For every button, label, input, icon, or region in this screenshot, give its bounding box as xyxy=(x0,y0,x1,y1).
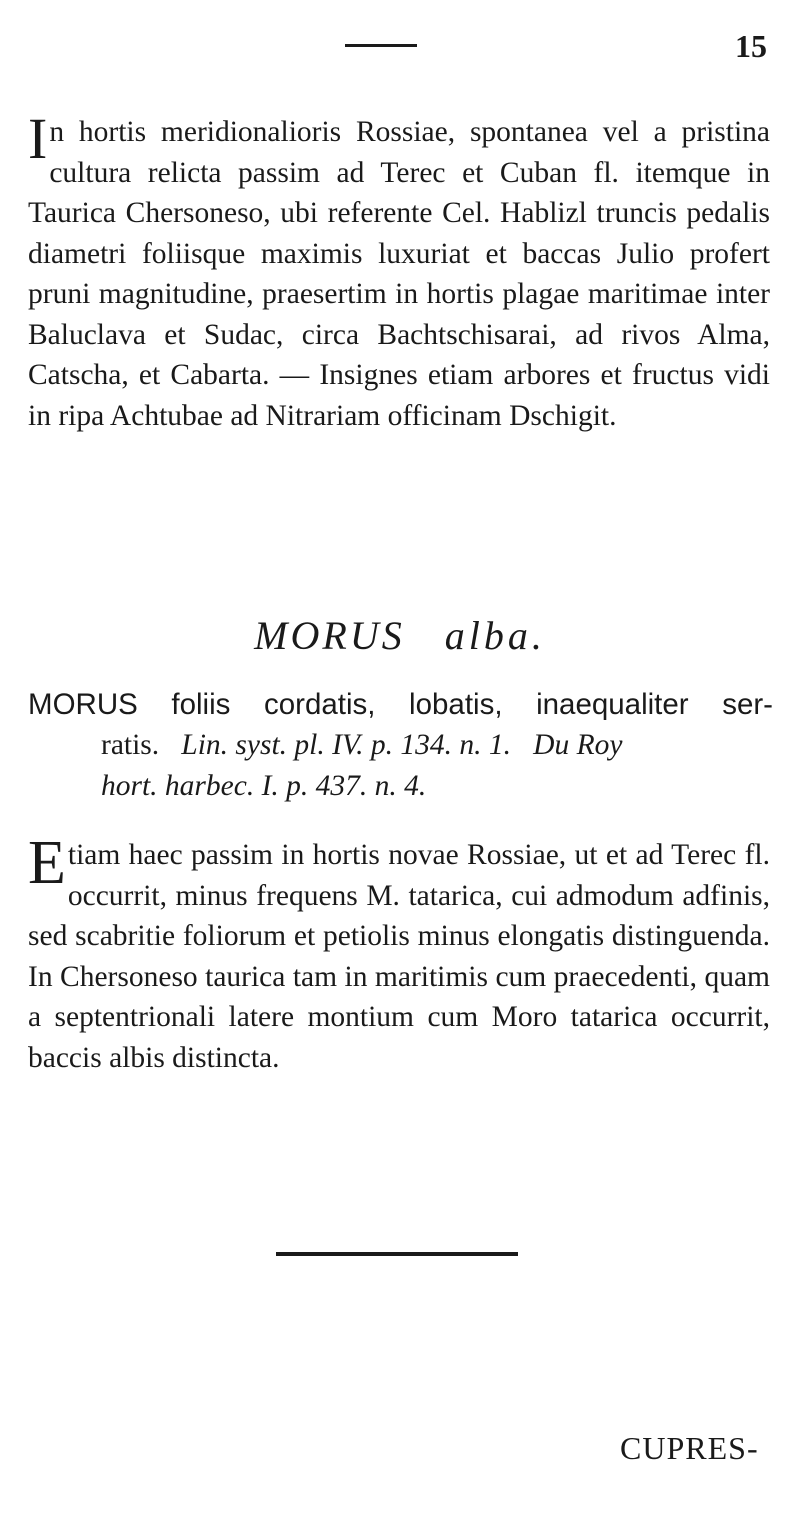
diagnosis-du-roy-author: Du Roy xyxy=(533,729,623,761)
paragraph-description-text: tiam haec passim in hortis novae Rossiae, ut et ad Terec fl. occurrit, minus frequens M. tatarica, cui admodum adfinis, sed scabritie foliorum et petiolis minus elongatis distinguenda. In Chersoneso taurica tam in maritimis cum praecedenti, quam a septentrionali latere montium cum Moro tatarica occurrit, baccis albis distincta. xyxy=(28,839,770,1074)
diagnosis-line-2-plain: ratis. xyxy=(101,729,160,761)
species-heading xyxy=(0,612,800,659)
drop-cap-initial: E xyxy=(28,829,66,897)
diagnosis-line-3: hort. harbec. I. p. 437. n. 4. xyxy=(101,770,427,802)
footer-rule xyxy=(276,1252,518,1256)
catchword: CUPRES- xyxy=(620,1430,759,1466)
diagnosis-line-2 xyxy=(28,725,773,766)
page-number: 15 xyxy=(735,28,767,64)
species-genus: MORUS xyxy=(254,613,405,658)
species-diagnosis xyxy=(28,684,773,807)
header-rule xyxy=(345,44,417,47)
paragraph-description xyxy=(28,829,770,1078)
diagnosis-linnaeus-reference: Lin. syst. pl. IV. p. 134. n. 1. xyxy=(181,729,512,761)
species-epithet: alba. xyxy=(444,613,546,658)
diagnosis-line-1: MORUS foliis cordatis, lobatis, inaequaliter ser- xyxy=(28,688,773,721)
paragraph-intro xyxy=(28,106,770,436)
drop-cap-initial: I xyxy=(28,106,48,171)
paragraph-intro-text: n hortis meridionalioris Rossiae, spontanea vel a pristina cultura relicta passim ad Terec et Cuban fl. itemque in Taurica Chersoneso, ubi referente Cel. Hablizl truncis pedalis diametri foliisque maximis luxuriat et baccas Julio profert pruni magnitudine, praesertim in hortis plagae maritimae inter Baluclava et Sudac, circa Bachtschisarai, ad rivos Alma, Catscha, et Cabarta. — Insignes etiam arbores et fructus vidi in ripa Achtubae ad Nitrariam officinam Dschigit. xyxy=(28,116,770,432)
